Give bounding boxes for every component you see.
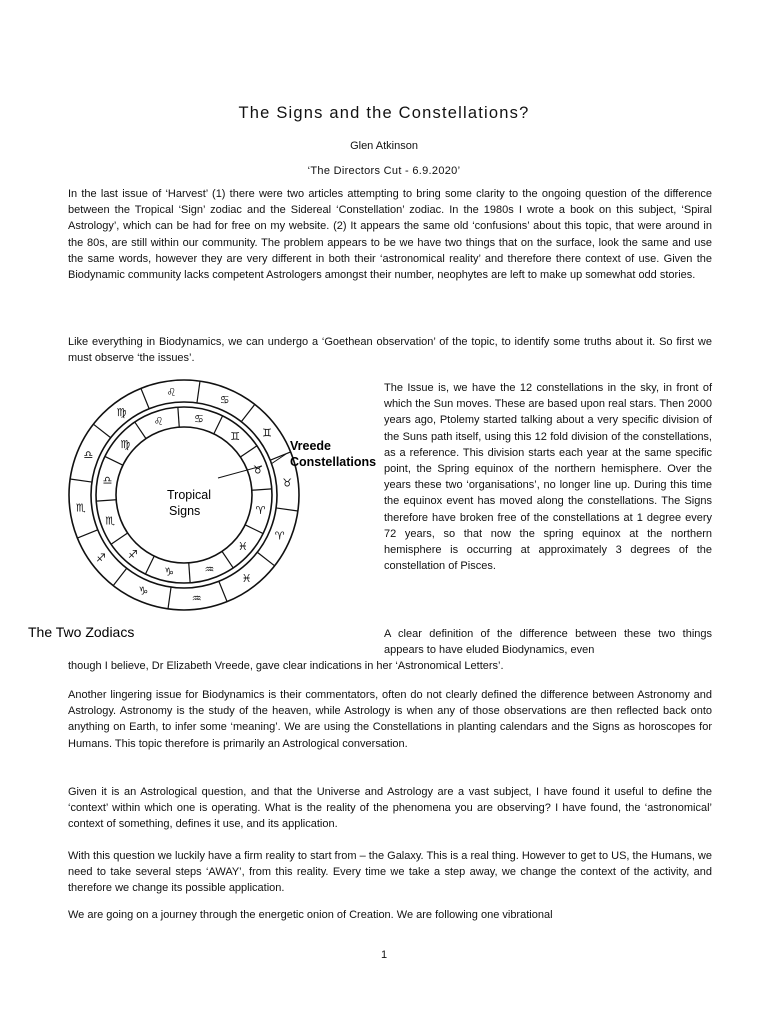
inner-ring-divider xyxy=(135,422,146,439)
paragraph-3: The Issue is, we have the 12 constellations in the sky, in front of which the Sun moves. These are based upon real stars. Then 2000 years ago, Ptolemy started talking about a very specific division of the Suns path itself, using this 12 fold division of the constellations, as a reference. This division starts each year at the same specific point, the Spring equinox of the northern hemisphere. Over the years these two ‘organisations’, no longer line up. During this time the equinox event has moved along the constellations. The Signs therefore have broken free of the constellations at 1 degree every 72 years, so that now the spring equinox at the northern hemisphere is occurring at approximately 3 degrees of the constellation of Pisces. xyxy=(384,382,712,573)
paragraph-2: Like everything in Biodynamics, we can undergo a ‘Goethean observation’ of the topic, to identify some truths about it. So first we must observe ‘the issues’. xyxy=(68,336,712,365)
constellation-glyph-icon: ♎ xyxy=(83,448,94,462)
outer-ring-divider xyxy=(219,581,227,601)
vreede-label-line1: Vreede xyxy=(290,439,332,453)
figure-caption: The Two Zodiacs xyxy=(28,624,135,640)
outer-ring-divider xyxy=(113,568,127,585)
constellation-glyph-icon: ♑ xyxy=(138,584,149,598)
constellation-glyph-icon: ♍ xyxy=(116,405,127,419)
paragraph-7: With this question we luckily have a firm reality to start from – the Galaxy. This is a real thing. However to get to US, the Humans, we need to take several steps ‘AWAY’, from this reality. Every time we take a step away, we change the context of the activity, and therefore we change its possible application. xyxy=(68,850,712,895)
sign-glyph-icon: ♉ xyxy=(252,463,263,477)
inner-ring-divider xyxy=(111,533,128,544)
sign-glyph-icon: ♒ xyxy=(204,562,215,576)
inner-ring-divider xyxy=(245,525,263,534)
paragraph-8: We are going on a journey through the energetic onion of Creation. We are following one vibrational xyxy=(68,909,553,921)
two-zodiacs-figure xyxy=(24,378,386,648)
inner-ring-divider xyxy=(105,456,123,465)
zodiac-wheel-diagram xyxy=(24,378,386,648)
inner-ring-divider xyxy=(252,489,272,490)
inner-ring-divider xyxy=(96,500,116,501)
paragraph-5: Another lingering issue for Biodynamics is their commentators, often do not clearly defined the difference between Astronomy and Astrology. Astronomy is the study of the heaven, while Astrology is when any of those observations are then reflected back onto anything on Earth, to infer some ‘meaning’. We are using the Constellations in planting calendars and the Signs as horoscopes for Humans. This topic therefore is primarily an Astrological conversation. xyxy=(68,689,712,750)
sign-glyph-icon: ♏ xyxy=(105,514,116,528)
document-author: Glen Atkinson xyxy=(350,140,418,152)
inner-ring-divider xyxy=(240,446,257,457)
constellation-glyph-icon: ♊ xyxy=(262,426,272,440)
paragraph-4-start: A clear definition of the difference between these two things appears to have eluded Biodynamics, even xyxy=(384,628,712,657)
outer-ring-divider xyxy=(257,552,274,566)
vreede-label-line2: Constellations xyxy=(290,455,377,469)
outer-ring-divider xyxy=(241,404,255,421)
sign-glyph-icon: ♋ xyxy=(193,412,204,426)
paragraph-6: Given it is an Astrological question, and that the Universe and Astrology are a vast subject, I have found it useful to define the ‘context’ within which one is operating. What is the reality of the phenomena you are observing? I have found, the ‘astronomical’ context of something, defines it use, and its application. xyxy=(68,786,712,831)
document-subtitle: ‘The Directors Cut - 6.9.2020’ xyxy=(307,165,461,177)
outer-ring-divider xyxy=(276,508,298,511)
inner-ring-divider xyxy=(189,563,190,583)
sign-glyph-icon: ♌ xyxy=(153,415,164,429)
tropical-label-line1: Tropical xyxy=(167,488,211,502)
sign-glyph-icon: ♎ xyxy=(102,474,113,488)
inner-ring-divider xyxy=(222,551,233,568)
constellation-glyph-icon: ♐ xyxy=(96,551,106,565)
inner-ring-divider xyxy=(214,416,223,434)
outer-ring-divider xyxy=(70,479,92,482)
tropical-label-line2: Signs xyxy=(169,504,201,518)
sign-glyph-icon: ♐ xyxy=(127,547,138,561)
paragraph-4-end: though I believe, Dr Elizabeth Vreede, gave clear indications in her ‘Astronomical Letters’. xyxy=(68,660,504,672)
constellation-glyph-icon: ♈ xyxy=(274,529,285,543)
constellation-glyph-icon: ♌ xyxy=(166,385,177,399)
outer-ring-divider xyxy=(270,452,290,460)
constellation-glyph-icon: ♉ xyxy=(282,476,293,490)
sign-glyph-icon: ♈ xyxy=(255,503,266,517)
page-number: 1 xyxy=(380,949,388,961)
constellation-glyph-icon: ♓ xyxy=(241,572,252,586)
outer-ring-divider xyxy=(141,388,149,408)
constellation-glyph-icon: ♒ xyxy=(191,592,202,606)
paragraph-1: In the last issue of ‘Harvest’ (1) there were two articles attempting to bring some clarity to the ongoing question of the difference between the Tropical ‘Sign’ zodiac and the Sidereal ‘Constellation’ zodiac. In the 1980s I wrote a book on this subject, ‘Spiral Astrology’, which can be had for free on my website. (2) It appears the same old ‘confusions’ about this topic, that were around in the 80s, are still within our community. The problem appears to be we have two things that on the surface, look the same and use the same words, however they are very different in both their ‘astronomical reality’ and therefore there context of use. Given the Biodynamic community lacks competent Astrologers amongst their number, neophytes are left to make up somewhat odd stories. xyxy=(68,188,712,282)
outer-ring-divider xyxy=(93,424,110,438)
outer-ring-divider xyxy=(168,587,171,609)
sign-glyph-icon: ♓ xyxy=(237,540,248,554)
outer-ring-divider xyxy=(77,530,97,538)
outer-ring-divider xyxy=(197,381,200,403)
sign-glyph-icon: ♊ xyxy=(230,430,241,444)
document-title: The Signs and the Constellations? xyxy=(238,104,530,122)
constellation-glyph-icon: ♏ xyxy=(75,501,86,515)
inner-ring-divider xyxy=(145,556,154,574)
sign-glyph-icon: ♍ xyxy=(120,437,131,451)
sign-glyph-icon: ♑ xyxy=(164,565,175,579)
inner-ring-divider xyxy=(178,407,179,427)
constellation-glyph-icon: ♋ xyxy=(219,393,230,407)
